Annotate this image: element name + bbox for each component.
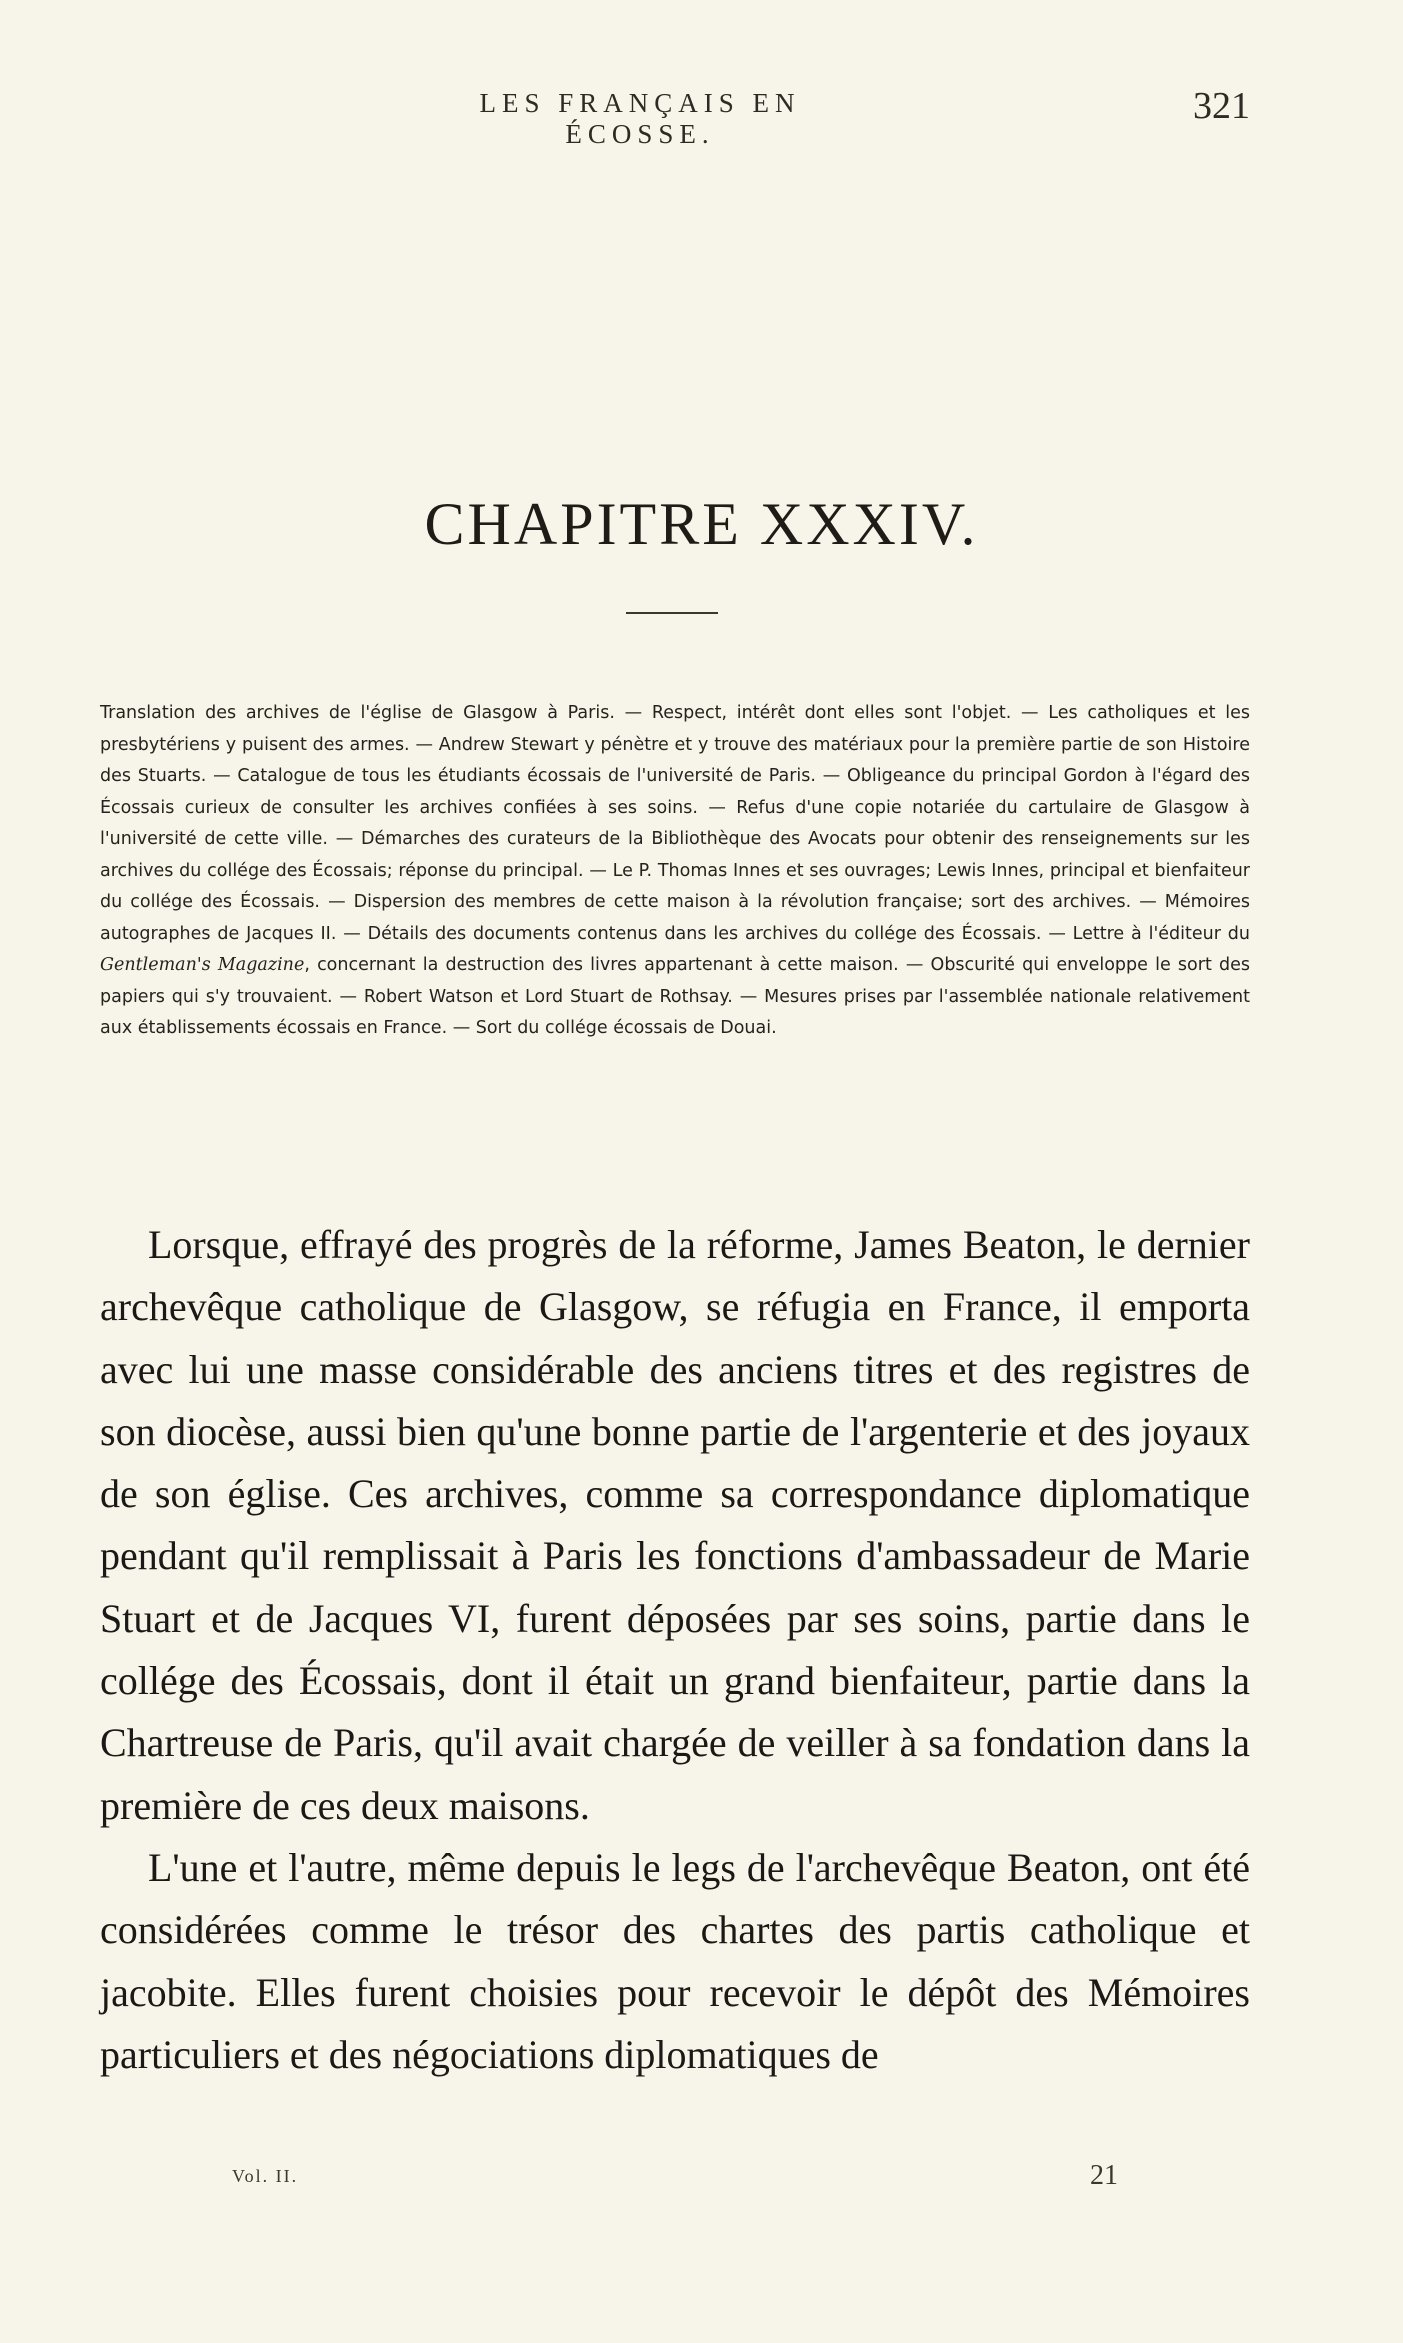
chapter-divider xyxy=(626,612,718,614)
chapter-summary xyxy=(100,698,1250,1045)
volume-mark: Vol. II. xyxy=(232,2166,299,2186)
chapter-title: CHAPITRE XXXIV. xyxy=(424,491,979,557)
body-text xyxy=(100,1214,1250,2086)
summary-text: Translation des archives de l'église de Glasgow à Paris. — Respect, intérêt dont elles sont l'objet. — Les catholiques et les presbytériens y puisent des armes. — Andrew Stewart y pénètre et y trouve des matériaux pour la première partie de son Histoire des Stuarts. — Catalogue de tous les étudiants écossais de l'université de Paris. — Obligeance du principal Gordon à l'égard des Écossais curieux de consulter les archives confiées à ses soins. — Refus d'une copie notariée du cartulaire de Glasgow à l'université de cette ville. — Démarches des curateurs de la Bibliothèque des Avocats pour obtenir des renseignements sur les archives du collége des Écossais; réponse du principal. — Le P. Thomas Innes et ses ouvrages; Lewis Innes, principal et bienfaiteur du collége des Écossais. — Dispersion des membres de cette maison à la révolution française; sort des archives. — Mémoires autographes de Jacques II. — Détails des documents contenus dans les archives du collége des Écossais. — Lettre à l'éditeur du xyxy=(100,703,1250,944)
page-number: 321 xyxy=(1193,85,1250,127)
body-paragraph-2: L'une et l'autre, même depuis le legs de l'archevêque Beaton, ont été considérées comme le trésor des chartes des partis catholique et jacobite. Elles furent choisies pour recevoir le dépôt des Mémoires particuliers et des négociations diplomatiques de xyxy=(100,1844,1250,2077)
running-title: LES FRANÇAIS EN ÉCOSSE. xyxy=(479,88,801,149)
body-paragraph-1: Lorsque, effrayé des progrès de la réforme, James Beaton, le dernier archevêque catholique de Glasgow, se réfugia en France, il emporta avec lui une masse considérable des anciens titres et des registres de son diocèse, aussi bien qu'une bonne partie de l'argenterie et des joyaux de son église. Ces archives, comme sa correspondance diplomatique pendant qu'il remplissait à Paris les fonctions d'ambassadeur de Marie Stuart et de Jacques VI, furent déposées par ses soins, partie dans le collége des Écossais, dont il était un grand bienfaiteur, partie dans la Chartreuse de Paris, qu'il avait chargée de veiller à sa fondation dans la première de ces deux maisons. xyxy=(100,1222,1250,1828)
page-footer xyxy=(100,2160,1250,2196)
summary-italic-title: Gentleman's Magazine xyxy=(100,955,305,975)
signature-mark: 21 xyxy=(1090,2160,1118,2191)
running-head xyxy=(100,85,1250,149)
summary-text-continued: , concernant la destruction des livres appartenant à cette maison. — Obscurité qui enveloppe le sort des papiers qui s'y trouvaient. — Robert Watson et Lord Stuart de Rothsay. — Mesures prises par l'assemblée nationale relativement aux établissements écossais en France. — Sort du collége écossais de Douai. xyxy=(100,955,1250,1038)
